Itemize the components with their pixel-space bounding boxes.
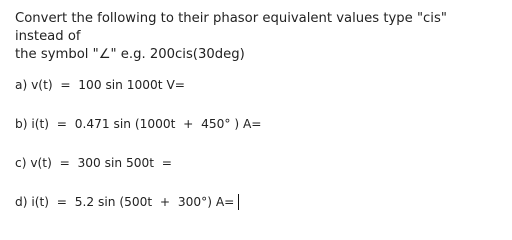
question-b-answer[interactable] [262,117,264,132]
question-a-label: a) v(t) = 100 sin 1000t V= [15,78,185,92]
question-d-answer-field[interactable] [234,194,239,210]
question-d-answer[interactable] [234,195,236,210]
question-c [15,156,498,170]
question-b-answer-field[interactable] [262,117,264,132]
instruction-line-1: Convert the following to their phasor equivalent values type "cis" instead of [15,11,447,44]
question-b-label: b) i(t) = 0.471 sin (1000t + 450° ) A= [15,117,262,131]
instruction-line-2: the symbol "∠" e.g. 200cis(30deg) [15,47,245,62]
question-a [15,78,498,92]
question-c-answer-field[interactable] [172,156,174,171]
question-a-answer[interactable] [185,78,187,93]
text-cursor [238,194,239,210]
question-d [15,195,498,209]
question-c-answer[interactable] [172,156,174,171]
question-d-label: d) i(t) = 5.2 sin (500t + 300°) A= [15,195,235,209]
question-c-label: c) v(t) = 300 sin 500t = [15,156,173,170]
question-b [15,117,498,131]
question-a-answer-field[interactable] [185,78,187,93]
instruction-text [15,10,498,64]
